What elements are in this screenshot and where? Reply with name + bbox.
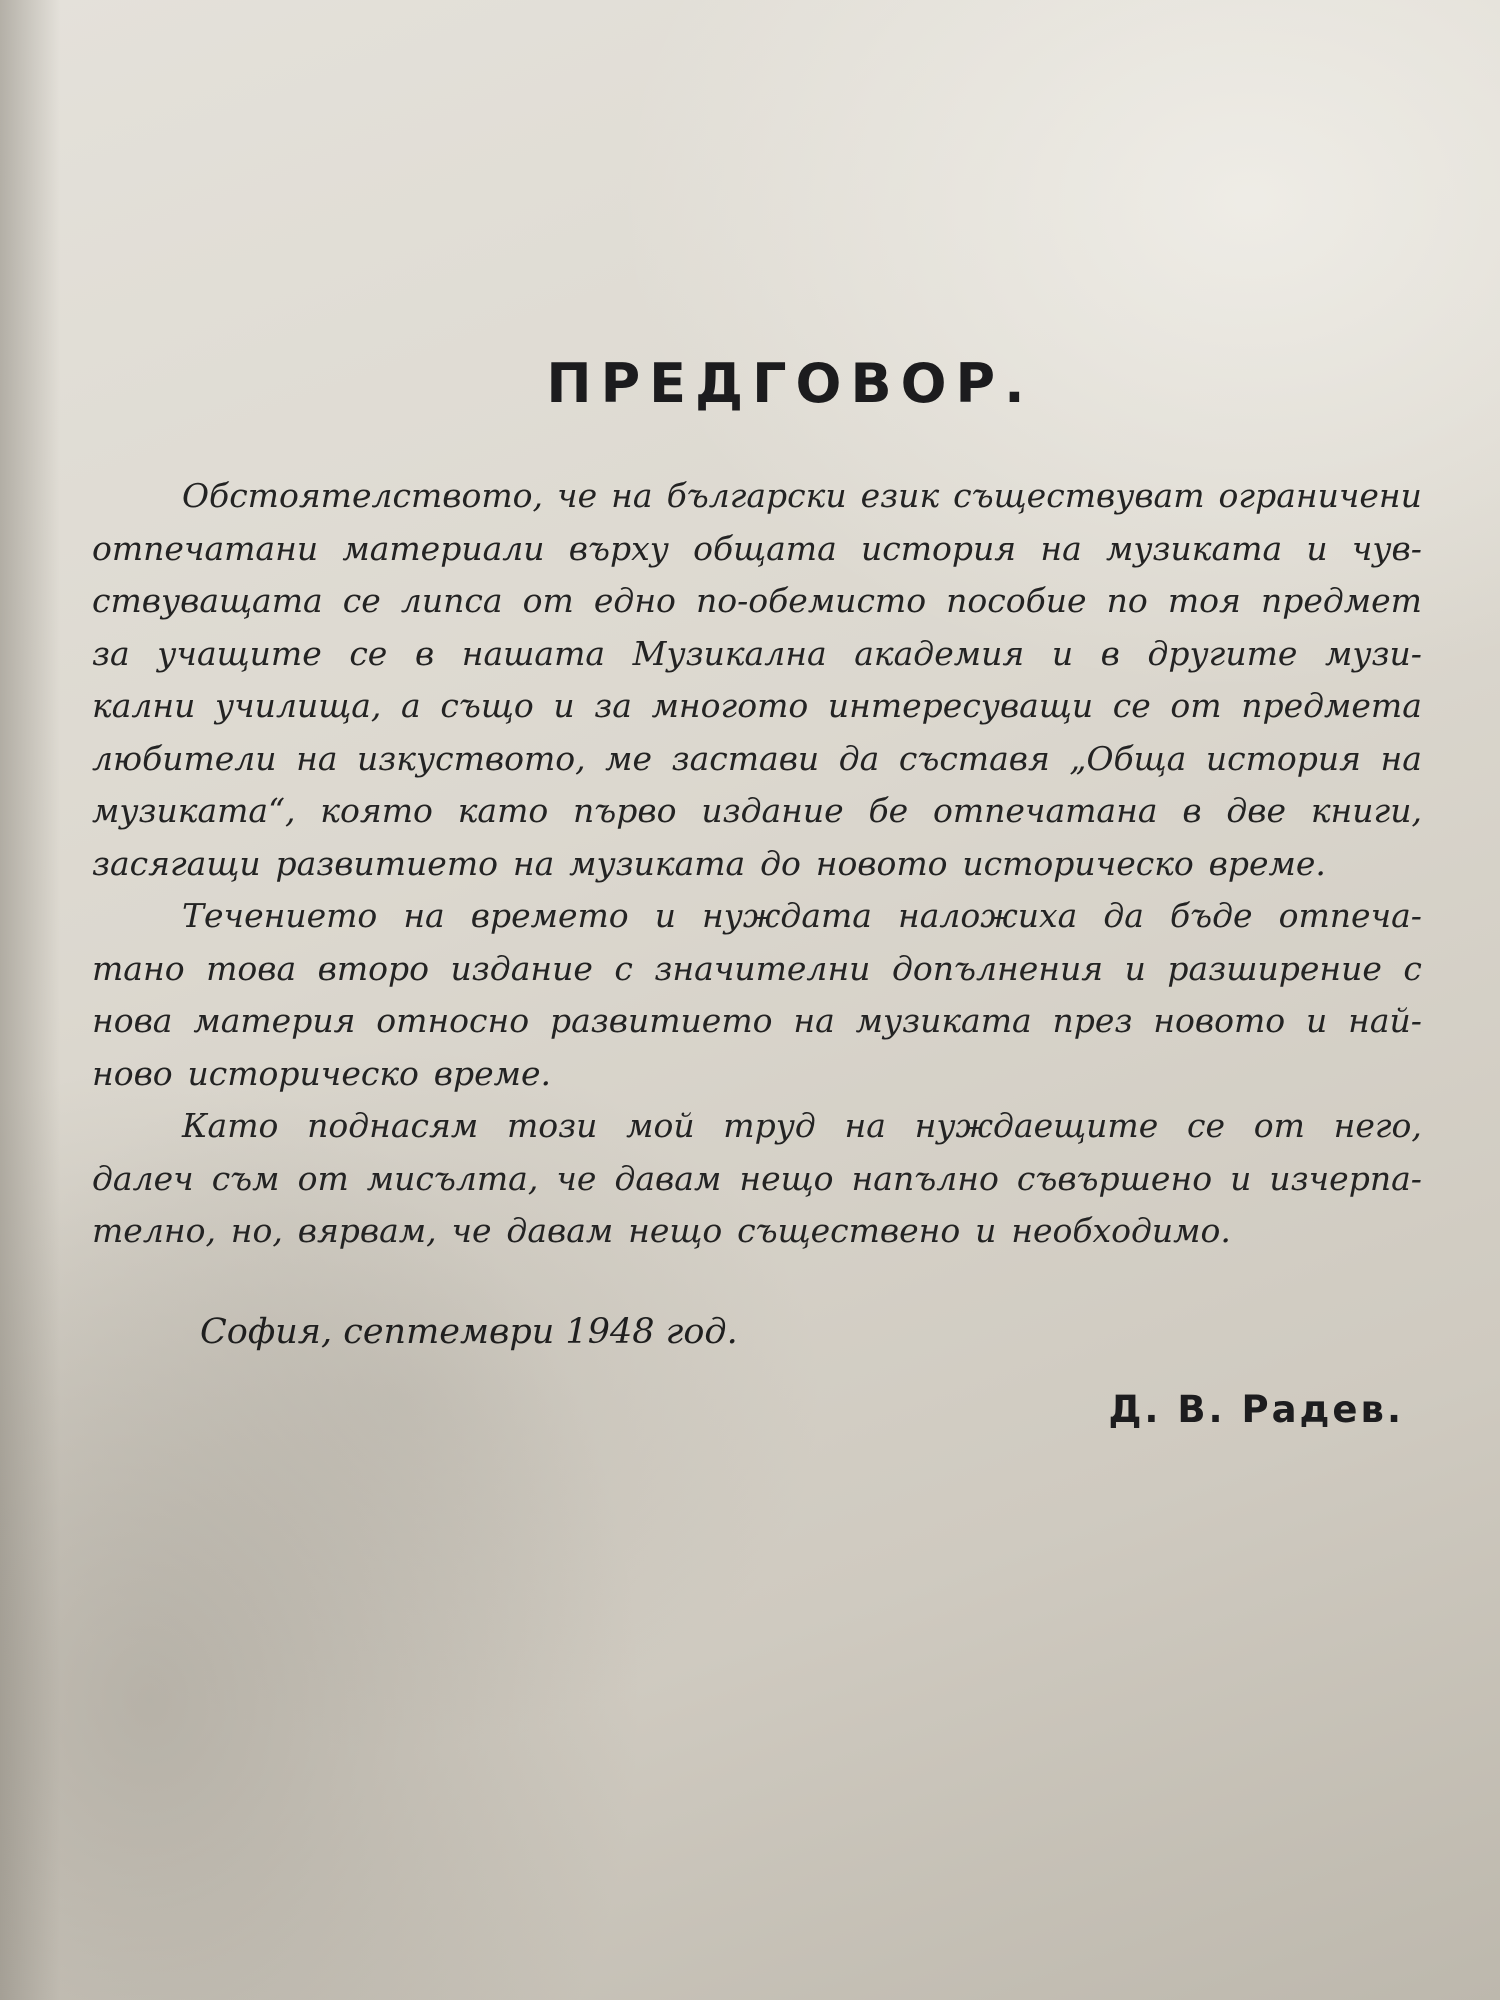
- text-line: музиката“, която като първо издание бе отпечатана в две книги,: [92, 791, 1422, 830]
- page-shadow: [0, 0, 60, 2000]
- text-line: далеч съм от мисълта, че давам нещо напълно съвършено и изчерпа-: [92, 1158, 1422, 1198]
- text-line: нова материя относно развитието на музиката през новото и най-: [92, 1001, 1422, 1040]
- text-line: кални училища, а също и за многото интересуващи се от предмета: [92, 686, 1422, 725]
- place-date: София, септември 1948 год.: [200, 1312, 738, 1352]
- text-line: любители на изкуството, ме застави да съставя „Обща история на: [92, 738, 1422, 778]
- text-line: телно, но, вярвам, че давам нещо съществено и необходимо.: [92, 1211, 1231, 1250]
- text-line: засягащи развитието на музиката до новото историческо време.: [92, 843, 1326, 883]
- text-line: за учащите се в нашата Музикална академия и в другите музи-: [92, 633, 1422, 673]
- text-line: Течението на времето и нуждата наложиха да бъде отпеча-: [182, 896, 1422, 935]
- text-line: Като поднасям този мой труд на нуждаещите се от него,: [182, 1106, 1422, 1145]
- text-line: ствуващата се липса от едно по-обемисто пособие по тоя предмет: [92, 581, 1422, 620]
- text-line: отпечатани материали върху общата история на музиката и чув-: [92, 528, 1422, 568]
- text-line: ново историческо време.: [92, 1053, 552, 1093]
- page-title: ПРЕДГОВОР.: [546, 352, 1034, 415]
- preface-body: [92, 470, 1422, 1258]
- text-line: тано това второ издание с значителни допълнения и разширение с: [92, 948, 1422, 988]
- author-signature: Д. В. Радев.: [1108, 1388, 1404, 1431]
- text-line: Обстоятелството, че на български език съществуват ограничени: [182, 476, 1422, 515]
